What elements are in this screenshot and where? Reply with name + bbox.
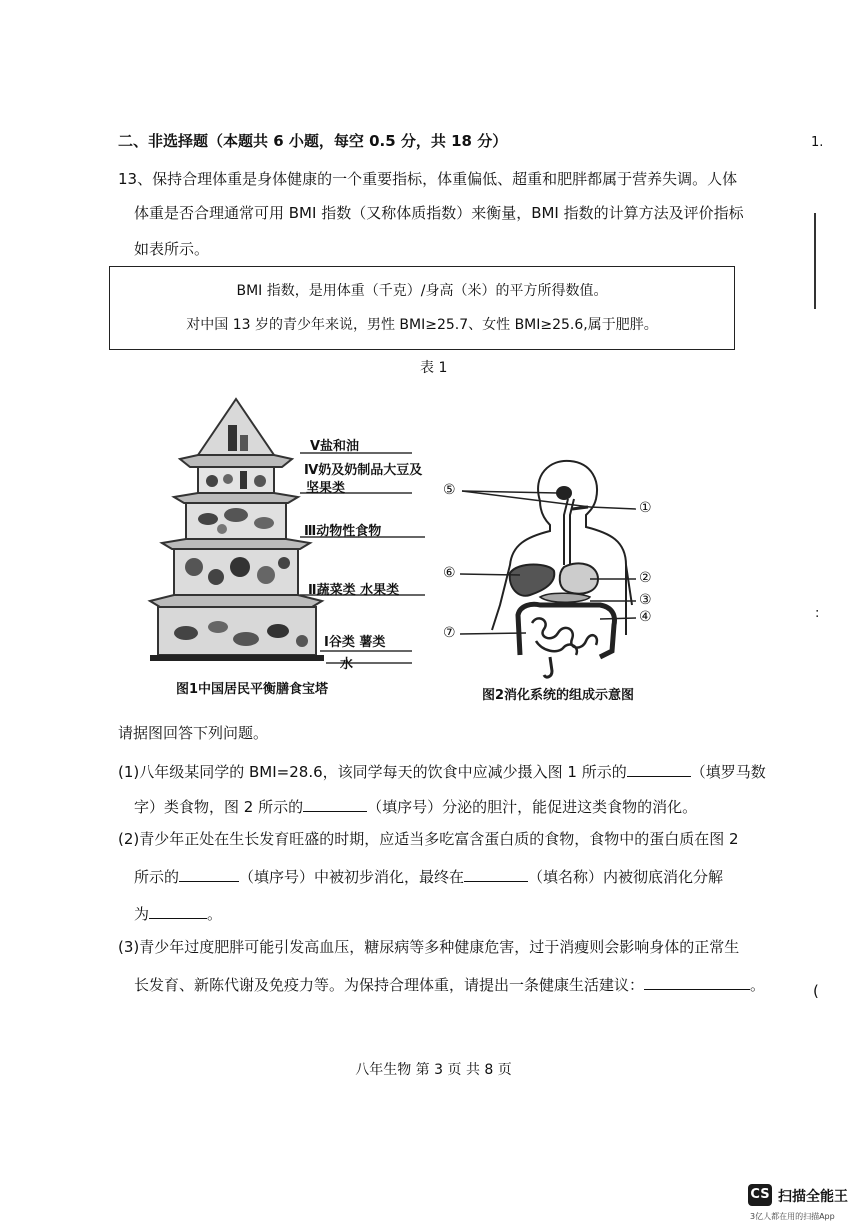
edge-bracket (814, 213, 822, 309)
digestive-system-figure (440, 455, 670, 685)
q3-text-b: 。 (750, 976, 766, 994)
answer-blank-q1b[interactable] (303, 797, 367, 812)
pyramid-level-3: Ⅲ动物性食物 (304, 524, 382, 539)
edge-mark-top: 1. (811, 135, 824, 150)
q2-text-b: （填序号）中被初步消化，最终在 (239, 868, 465, 886)
question-line-2: 体重是否合理通常可用 BMI 指数（又称体质指数）来衡量，BMI 指数的计算方法及评价指标 (134, 204, 744, 222)
pyramid-level-4b: 坚果类 (306, 481, 346, 496)
food-pyramid-drawing (150, 395, 440, 695)
question-line-3: 如表所示。 (134, 240, 210, 258)
q1-line-2 (134, 797, 697, 815)
q1-line-1 (118, 762, 766, 780)
section-heading: 二、非选择题（本题共 6 小题，每空 0.5 分，共 18 分） (118, 132, 508, 150)
answer-blank-q2a[interactable] (179, 867, 239, 882)
answer-prompt: 请据图回答下列问题。 (118, 724, 269, 742)
label-5: ⑤ (443, 482, 456, 498)
table-row-1: BMI 指数，是用体重（千克）/身高（米）的平方所得数值。 (236, 283, 608, 299)
pyramid-level-2: Ⅱ蔬菜类 水果类 (308, 583, 400, 598)
answer-blank-q1a[interactable] (627, 762, 691, 777)
food-pyramid-figure (150, 395, 440, 695)
q1-text-b: （填罗马数 (690, 763, 766, 781)
pyramid-level-5: Ⅴ盐和油 (310, 439, 360, 454)
q3-line-2 (134, 975, 765, 993)
q2-line-1: (2)青少年正处在生长发育旺盛的时期，应适当多吃富含蛋白质的食物，食物中的蛋白质在图 2 (118, 830, 739, 848)
q3-line-1: (3)青少年过度肥胖可能引发高血压，糖尿病等多种健康危害，过于消瘦则会影响身体的正常生 (118, 938, 740, 956)
bmi-table (109, 266, 735, 350)
label-2: ② (639, 570, 652, 586)
q2-line-2 (134, 867, 723, 885)
pyramid-water: 水 (340, 657, 354, 672)
label-7: ⑦ (443, 625, 456, 641)
label-3: ③ (639, 592, 652, 608)
q2-text-a: 所示的 (134, 868, 180, 886)
page-footer: 八年生物 第 3 页 共 8 页 (355, 1062, 512, 1078)
table-caption: 表 1 (420, 360, 448, 376)
figure1-caption: 图1中国居民平衡膳食宝塔 (176, 682, 329, 697)
scanner-watermark (748, 1184, 863, 1224)
edge-mark-bottom: ( (813, 982, 819, 1000)
edge-mark-mid: : (815, 606, 820, 621)
answer-blank-q2b[interactable] (464, 867, 528, 882)
q2-text-e: 。 (207, 905, 223, 923)
pyramid-level-4a: Ⅳ奶及奶制品大豆及 (304, 463, 423, 478)
scanner-logo: CS (748, 1184, 772, 1206)
scanner-tagline: 3亿人都在用的扫描App (750, 1212, 835, 1221)
label-1: ① (639, 500, 652, 516)
q2-text-d: 为 (134, 905, 150, 923)
digestive-system-drawing (440, 455, 670, 685)
q2-text-c: （填名称）内被彻底消化分解 (528, 868, 724, 886)
question-line-1: 13、保持合理体重是身体健康的一个重要指标，体重偏低、超重和肥胖都属于营养失调。人体 (118, 170, 738, 188)
q1-text-c: 字）类食物，图 2 所示的 (134, 798, 304, 816)
answer-blank-q2c[interactable] (149, 904, 207, 919)
q1-text-d: （填序号）分泌的胆汁，能促进这类食物的消化。 (367, 798, 698, 816)
q3-text-a: 长发育、新陈代谢及免疫力等。为保持合理体重，请提出一条健康生活建议： (134, 976, 645, 994)
figure2-caption: 图2消化系统的组成示意图 (482, 688, 635, 703)
label-6: ⑥ (443, 565, 456, 581)
pyramid-level-1: Ⅰ谷类 薯类 (324, 635, 386, 650)
q1-text-a: (1)八年级某同学的 BMI=28.6，该同学每天的饮食中应减少摄入图 1 所示的 (118, 763, 627, 781)
scanner-brand: 扫描全能王 (778, 1189, 848, 1205)
label-4: ④ (639, 609, 652, 625)
q2-line-3 (134, 904, 222, 922)
table-row-2: 对中国 13 岁的青少年来说，男性 BMI≥25.7、女性 BMI≥25.6,属于肥胖。 (186, 317, 658, 333)
answer-blank-q3[interactable] (644, 975, 750, 990)
